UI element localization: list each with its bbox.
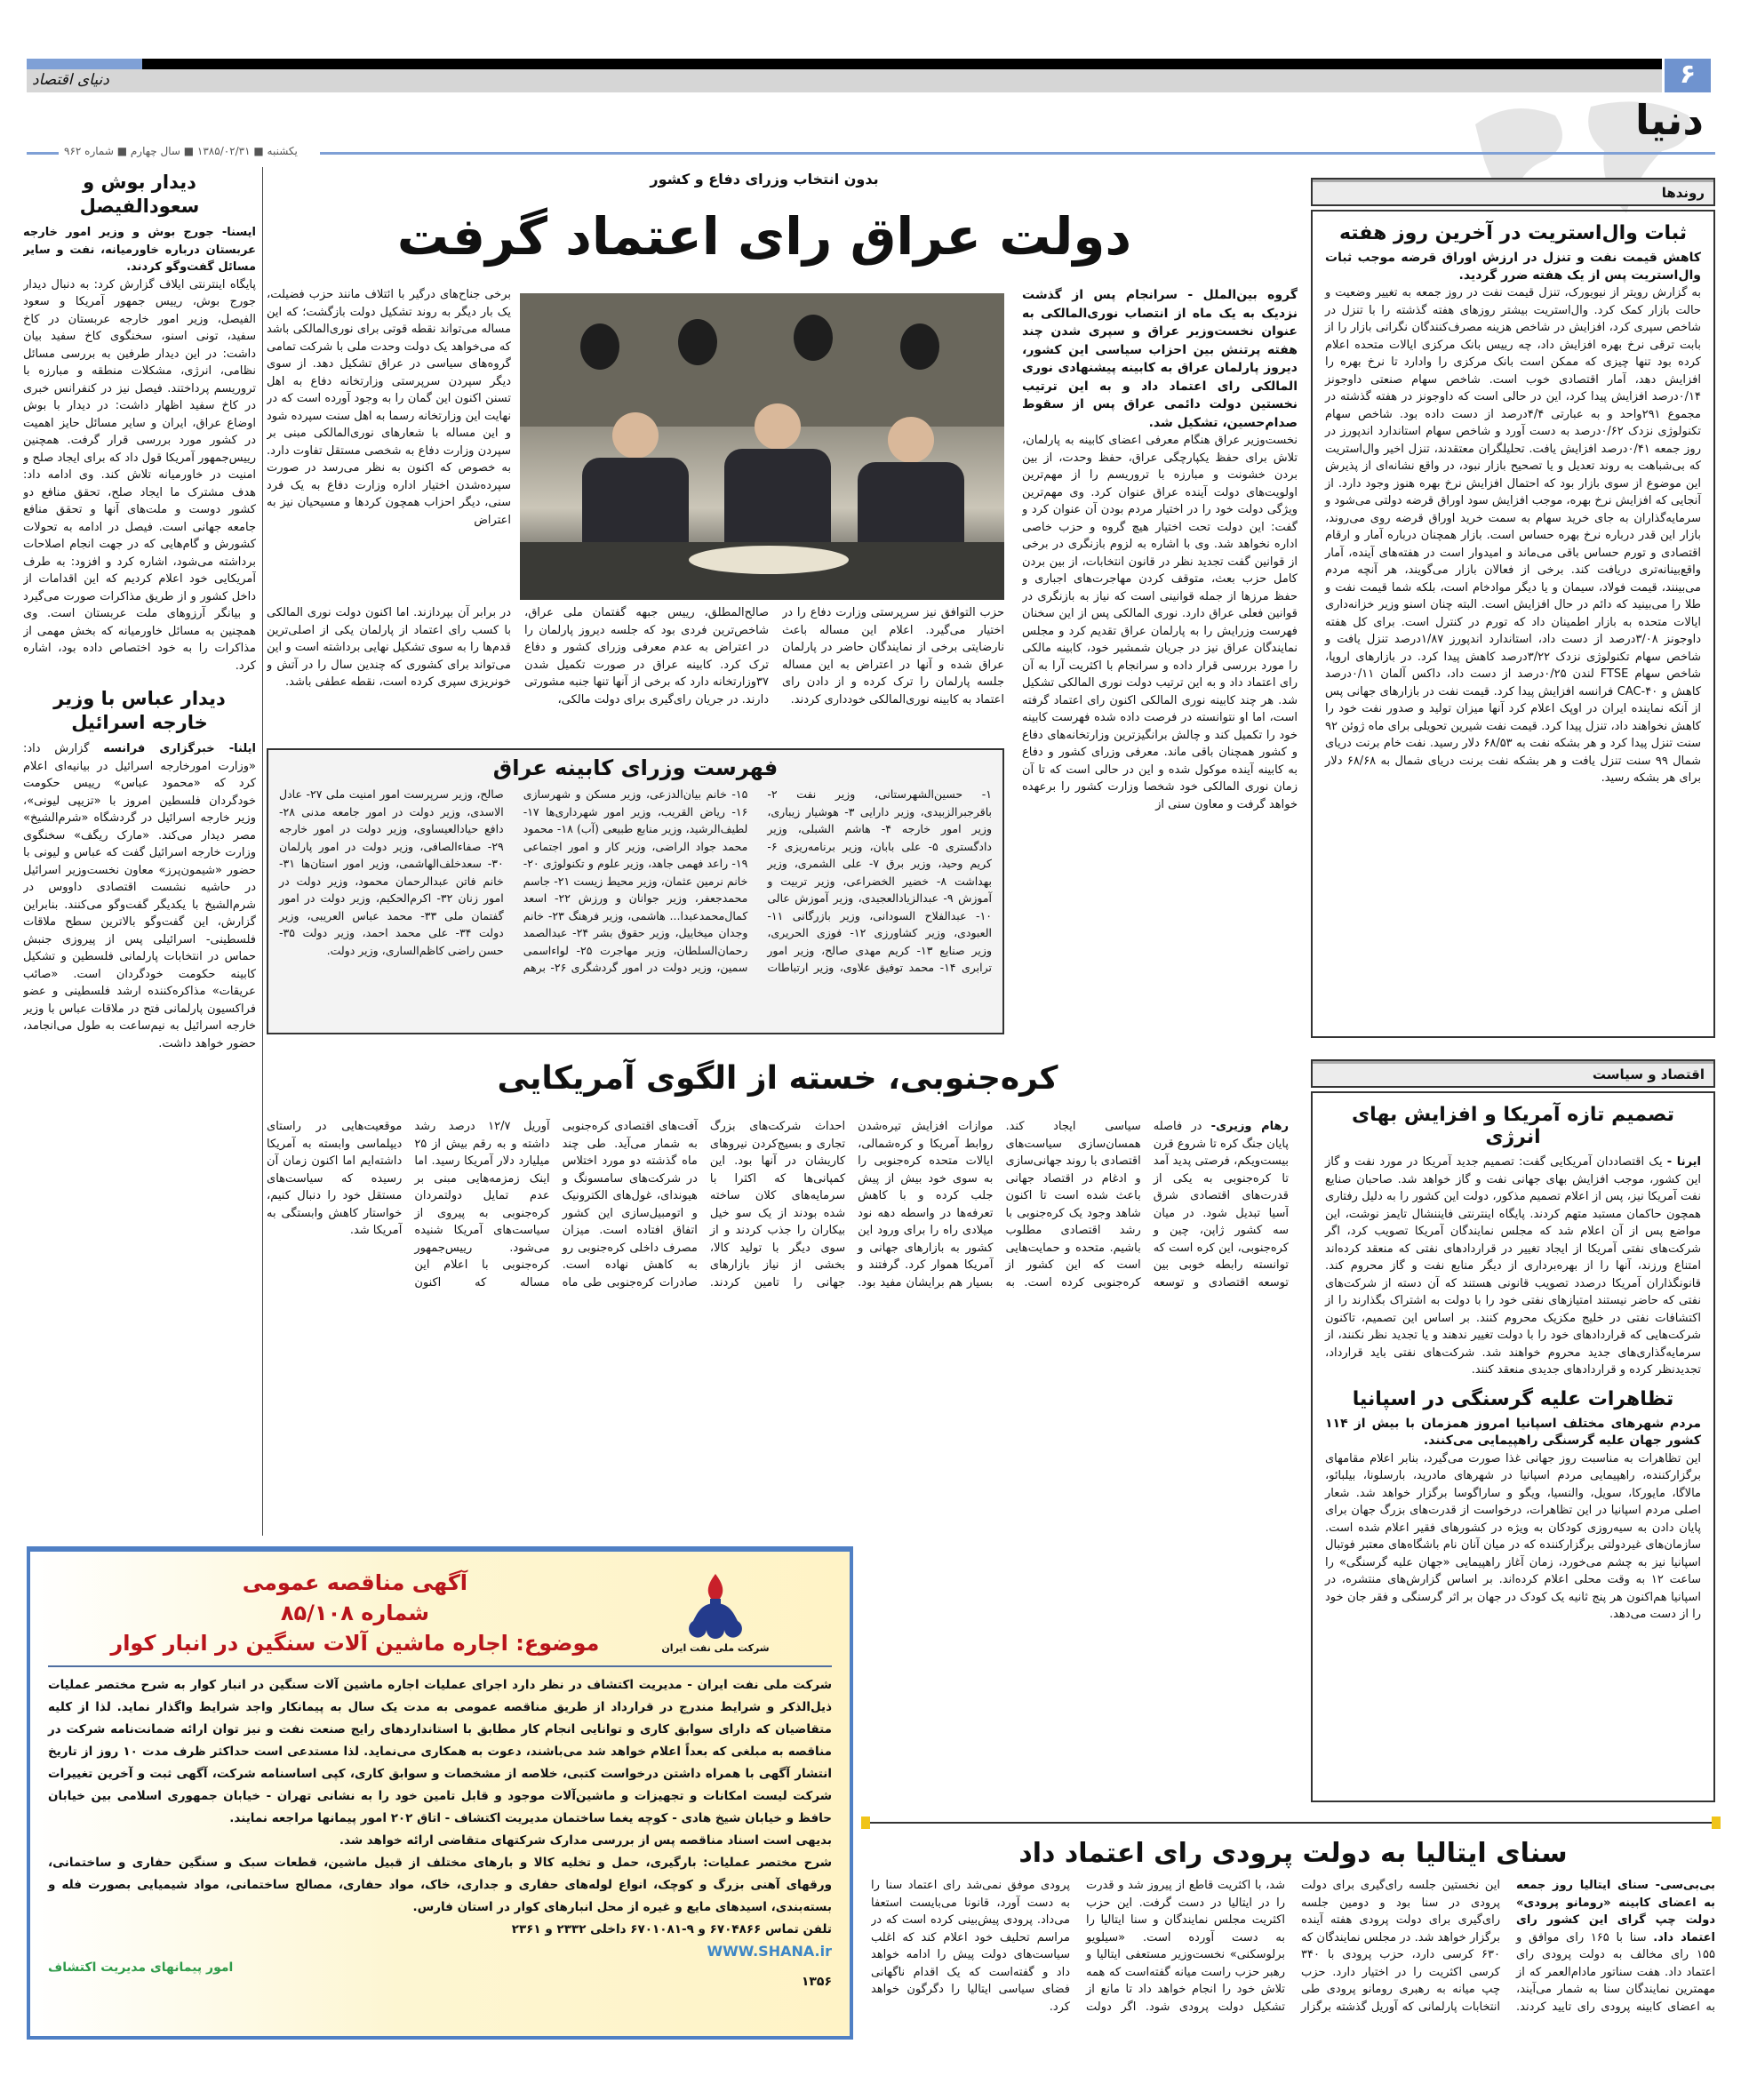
cabinet-list-box: [267, 748, 1004, 1034]
iraq-body: برخی جناح‌های درگیر با ائتلاف مانند حزب فضیلت، یک بار دیگر به روند تشکیل دولت بازگشت؛ که این مساله می‌تواند نقطه قوتی برای نوری‌المالکی باشد که می‌خواهد یک دولت وحدت ملی با شرکت تمامی گروه‌های سیاسی در عراق تشکیل دهد. از سوی دیگر سپردن سرپرستی وزارتخانه دفاع به اهل تسنن اکنون این گمان را به وجود آورده است که در نهایت این وزارتخانه رسما به اهل سنت سپرده شود و این مساله با شعارهای نوری‌المالکی مبنی بر سپردن وزارت دفاع به شخصی مستقل تفاوت دارد. به خصوص که اکنون به نظر می‌رسد در صورت سپرده‌شدن اختیار اداره وزارت دفاع به یک فرد سنی، دیگر احزاب همچون کردها و مسیحیان نیز به اعتراض: [267, 288, 511, 527]
ad-subject: موضوع: اجاره ماشین آلات سنگین در انبار کوار: [110, 1631, 600, 1656]
article-title: دیدار عباس با وزیر خارجه اسرائیل: [53, 688, 226, 733]
section-title: دنیا: [1635, 96, 1704, 144]
iraq-body: در برابر آن بپردازند. اما اکنون دولت نوری المالکی با کسب رای اعتماد از پارلمان یکی از اصلی‌ترین قدم‌ها را به سوی تشکیل نهایی برداشته است و این می‌تواند برای کشوری که چندین سال را در آتش و خونریزی سپری کرده است، نقطه عطفی باشد.: [267, 606, 511, 689]
ad-body: شرکت ملی نفت ایران - مدیریت اکتشاف در نظر دارد اجرای عملیات اجاره ماشین آلات سنگین در انبار کوار به شرح مختصر عملیات ذیل‌الذکر و شرایط مندرج در قرارداد از طریق مناقصه عمومی به مدت یک سال به پیمانکار واجد شرایط واگذار نماید. لذا از کلیه متقاضیان که دارای سوابق کاری و توانایی انجام کار مطابق با استانداردهای رایج صنعت نفت و نیز توان ارائه ضمانت‌نامه شرکت در مناقصه به مبلغی که بعداً اعلام خواهد شد می‌باشند، دعوت به همکاری می‌نماید. لذا مستدعی است حداکثر ظرف مدت ۱۰ روز از تاریخ انتشار آگهی با همراه داشتن درخواست کتبی، خلاصه از مشخصات و سوابق کاری، کپی اساسنامه شرکت، آگهی ثبت و آخرین تغییرات شرکت لیست امکانات و تجهیزات و ماشین‌آلات موجود و قابل تامین خود را به نشانی تهران - خیابان جمهوری اسلامی بین خیابان حافظ و خیابان شیخ هادی - کوچه یغما ساختمان مدیریت اکتشاف - اتاق ۲۰۲ امور پیمانها مراجعه نمایند.: [48, 1678, 832, 1825]
energy-headline: تصمیم تازه آمریکا و افزایش بهای انرژی: [1352, 1104, 1674, 1148]
italy-body: [871, 1877, 1715, 2081]
iraq-cabinet-photo: [520, 293, 1004, 600]
korea-headline: کره‌جنوبی، خسته از الگوی آمریکایی: [497, 1060, 1058, 1097]
spain-headline: تظاهرات علیه گرسنگی در اسپانیا: [1352, 1387, 1674, 1410]
korea-byline: رهام وزیری-: [1210, 1120, 1289, 1133]
left-column: [23, 167, 256, 1540]
masthead-tab: [27, 59, 142, 69]
article-body: پایگاه اینترنتی ایلاف گزارش کرد: به دنبال دیدار جورج بوش، رییس جمهور آمریکا و سعود الفیصل، وزیر امور خارجه عربستان در کاخ سفید، تونی اسنو، سخنگوی کاخ سفید بیان داشت: در این دیدار طرفین به بررسی مسائل نظامی، انرژی، مشکلات منطقه و مبارزه با تروریسم پرداختند. فیصل نیز در کنفرانس خبری در کاخ سفید اظهار داشت: در دیدار با بوش اوضاع عراق، ایران و سایر مسائل حایز اهمیت در کشور مورد بررسی قرار گرفت. همچنین رییس‌جمهور آمریکا قول داد که برای ایجاد صلح و امنیت در خاورمیانه تلاش کند. وی ادامه داد: هدف مشترک ما ایجاد صلح، تحقق منافع دو کشور دوست و ملت‌های آنها و تحقق منافع جامعه جهانی است. فیصل در ادامه به تحولات کشورش و گام‌هایی که در جهت انجام اصلاحات برداشته می‌شود، اشاره کرد و افزود: به طرف آمریکایی خود اعلام کردیم که این اقدامات از داخل کشور و از طریق مذاکرات صورت می‌گیرد و بیانگر آرزوهای ملت عربستان است. وی همچنین به مسائل خاورمیانه که بخش مهمی از مذاکرات را به خود اختصاص داده بود، اشاره کرد.: [23, 277, 256, 673]
flame-logo-icon: [680, 1572, 751, 1639]
ad-website[interactable]: WWW.SHANA.ir: [707, 1943, 832, 1960]
trends-headline: ثبات وال‌استریت در آخرین روز هفته: [1338, 222, 1688, 244]
trends-lead: کاهش قیمت نفت و تنزل در ارزش اوراق قرضه موجب ثبات وال‌استریت پس از یک هفته ضرر گردید.: [1325, 251, 1701, 283]
korea-text: در فاصله پایان جنگ کره تا شروع قرن بیست‌ویکم، فرصتی پدید آمد تا کره‌جنوبی به یکی از قدرت‌های اقتصادی شرق آسیا تبدیل شود. در میان سه کشور ژاپن، چین و کره‌جنوبی، این کره است که توانسته رابطه خوبی بین توسعه اقتصادی و توسعه سیاسی ایجاد کند. همسان‌سازی سیاست‌های اقتصادی با روند جهانی‌سازی و ادغام در اقتصاد جهانی باعث شده است تا اکنون شاهد وجود یک کره‌جنوبی با رشد اقتصادی مطلوب باشیم. متحده و حمایت‌هایی است که این کشور از کره‌جنوبی کرده است. به موازات افزایش تیره‌شدن روابط آمریکا و کره‌شمالی، ایالات متحده کره‌جنوبی را به سوی خود بیش از پیش جلب کرده و با کاهش تعرفه‌ها در واسطه دهه نود میلادی راه را برای ورود این کشور به بازارهای جهانی و آمریکا هموار کرد. گرفتند و بسیار هم برایشان مفید بود. احداث شرکت‌های بزرگ تجاری و بسیج‌کردن نیروهای کاریشان در آنها بود. این کمپانی‌ها که اکثرا با سرمایه‌های کلان ساخته شده بودند از یک سو خیل بیکاران را جذب کردند و از سوی دیگر با تولید کالا، بخشی از نیاز بازارهای جهانی را تامین کردند. آفت‌های اقتصادی کره‌جنوبی به شمار می‌آید. طی چند ماه گذشته دو مورد اختلاس در شرکت‌های سامسونگ و هیوندای، غول‌های الکترونیک و اتومبیل‌سازی این کشور اتفاق افتاده است. میزان مصرف داخلی کره‌جنوبی رو به کاهش نهاده است. صادرات کره‌جنوبی طی ماه آوریل ۱۲/۷ درصد رشد داشته و به رقم بیش از ۲۵ میلیارد دلار آمریکا رسید. اما اینک زمزمه‌هایی مبنی بر عدم تمایل دولتمردان کره‌جنوبی به پیروی از سیاست‌های آمریکا شنیده می‌شود. رییس‌جمهور کره‌جنوبی با اعلام این مساله که اکنون موقعیت‌هایی در راستای دیپلماسی وابسته به آمریکا داشته‌ایم اما اکنون زمان آن رسیده که سیاست‌های مستقل خود را دنبال کنیم، خواستار کاهش وابستگی به آمریکا شد.: [267, 1120, 1289, 1290]
newspaper-logo: دنیای اقتصاد: [32, 71, 109, 89]
tender-advertisement: [27, 1546, 853, 2040]
ad-code: ۱۳۵۶: [801, 1975, 832, 1989]
article-body: گزارش داد: «وزارت امورخارجه اسرائیل در بیانیه‌ای اعلام کرد که «محمود عباس» رییس حکومت خودگردان فلسطین امروز با «تزیپی لیونی»، وزیر خارجه اسرائیل در گردشگاه «شرم‌الشیخ» مصر دیدار می‌کند. «مارک ریگف» سخنگوی وزارت خارجه اسرائیل گفت که عباس و لیونی با حضور «شیمون‌پرز» معاون نخست‌وزیر اسرائیل در حاشیه نشست اقتصادی داووس در شرم‌الشیخ با یکدیگر گفت‌وگو می‌کنند. بنابراین گزارش، این گفت‌وگو بالاترین سطح ملاقات فلسطینی- اسرائیلی پس از پیروزی جنبش حماس در انتخابات پارلمانی فلسطین و تشکیل کابینه حکومت خودگردان است. «صائب عریقات» مذاکره‌کننده ارشد فلسطینی و عضو فراکسیون پارلمانی فتح در ملاقات عباس با وزیر خارجه اسرائیل به نیم‌ساعت به طول می‌انجامد، حضور خواهد داشت.: [23, 742, 256, 1050]
section-header-trends: روندها: [1311, 178, 1715, 206]
korea-body: [267, 1118, 1289, 1536]
issue-date: یکشنبه ■ ۱۳۸۵/۰۲/۳۱ ■ سال چهارم ■ شماره ۹۶۲: [59, 145, 303, 157]
article-lead: ایسنا- جورج بوش و وزیر امور خارجه عربستان درباره خاورمیانه، نفت و سایر مسائل گفت‌وگو کردند.: [23, 226, 256, 274]
trends-body: به گزارش رویتر از نیویورک، تنزل قیمت نفت در روز جمعه به تغییر وضعیت و حالت بازار کمک کرد. وال‌استریت بیشتر روزهای هفته گذشته را با تنزل در شاخص سپری کرد، افزایش در شاخص هزینه مصرف‌کنندگان نگرانی بازار را از بابت ترقی نرخ بهره افزایش داد، چه رییس بانک مرکزی ایالات متحده اعلام کرده بود تنها چیزی که ممکن است بانک مرکزی را وادارد تا نرخ بهره را افزایش دهد، آمار اقتصادی خوب است. شاخص سهام صنعتی داوجونز ۰/۱۴درصد افزایش پیدا کرد، این در حالی است که داوجونز در هفته گذشته در مجموع ۲۹۱واحد و به عبارتی ۴/۴درصد از دست داده بود. شاخص سهام تکنولوژی نزدک ۰/۶۲درصد به دست آورد و شاخص سهام استاندارد اندپورز در روز جمعه ۰/۴۱درصد افزایش یافت. تحلیلگران معتقدند، تنزل اخیر وال‌استریت که بی‌شباهت به روند تعدیل و یا تصحیح بازار نبود، در واقع نشانه‌ای از پذیرش این موضوع از سوی بازار بود که احتمال افزایش نرخ بهره هنوز وجود دارد. از آنجایی که افزایش نرخ بهره، موجب افزایش سود اوراق قرضه دولتی می‌شود و سرمایه‌گذاران به جای خرید سهام به سمت خرید اوراق قرضه روی می‌روند، بازار این قدر درباره نرخ بهره حساس است. بازار همچنان درباره آمار و ارقام اقتصادی و تورم حساس باقی می‌ماند و امیدوار است در هفته‌های آینده، آمار واقع‌بینانه‌تری دریافت کند. برخی از فعالان بازار می‌گویند، هر آنچه مردم می‌بینند، قیمت فولاد، سیمان و یا دیگر موادخام است، بلکه شما قیمت نفت و طلا را می‌بینید که دائم در حال افزایش است. البته چنان اسنو وزیر خزانه‌داری ایالات متحده به بازار اطمینان داد که تورم در کنترل است. برای کل هفته داوجونز ۳/۰۸درصد از دست داد، استاندارد اندپورز ۱/۸۷درصد تنزل یافت و شاخص سهام تکنولوژی نزدک ۳/۲۲درصد کاهش پیدا کرد. در بازارهای اروپا، شاخص سهام FTSE لندن ۰/۲۵درصد از دست داد، داکس آلمان ۰/۱۱درصد کاهش و CAC-۴۰ فرانسه افزایش پیدا کرد. قیمت نفت در بازارهای جهانی پس از آنکه نماینده ایران در اوپک اعلام کرد آنها میزان تولید و صدور نفت خود را کاهش نخواهند داد، تنزل پیدا کرد. قیمت نفت شیرین تحویلی برای ماه ژوئن ۹۲ سنت تنزل پیدا کرد و هر بشکه نفت به ۶۸/۵۳ دلار رسید. نفت خام برنت دریای شمال ۹۹ سنت تنزل یافت و هر بشکه نفت برنت دریای شمال به ۶۸/۶۸ دلار برای هر بشکه رسید.: [1325, 286, 1702, 785]
cabinet-list-title: فهرست وزرای کابینه عراق: [492, 755, 779, 780]
iraq-lead: گروه بین‌الملل - سرانجام پس از گذشت نزدیک به یک ماه از انتصاب نوری‌المالکی به عنوان نخست‌وزیر عراق و سپری شدن چند هفته پرتنش بین احزاب سیاسی این کشور، دیروز پارلمان عراق به کابینه پیشنهادی نوری المالکی رای اعتماد داد و به این ترتیب نخستین دولت دائمی عراق پس از سقوط صدام‌حسین، تشکیل شد.: [1022, 288, 1298, 430]
iraq-left-column: [267, 286, 511, 602]
masthead-bar: [27, 59, 1662, 69]
energy-body: یک اقتصاددان آمریکایی گفت: تصمیم جدید آمریکا در مورد نفت و گاز این کشور، موجب افزایش بهای جهانی نفت و گاز خواهد شد. صاحبان صنایع نفت آمریکا نیز، پس از اعلام تصمیم مذکور، دولت این کشور را به دلیل رفتاری همچون حاکمان مستبد متهم کردند. پایگاه اینترنتی فایننشال تایمز نوشت، این مواضع پس از آن اعلام شد که مجلس نمایندگان آمریکا تصویب کرد، اگر شرکت‌های نفتی آمریکا از ایجاد تغییر در قراردادهای نفتی که منعقد کرده‌اند امتناع ورزند، آنها را از بهره‌برداری از دیگر منابع نفت و گاز محروم کند. قانونگذاران آمریکا درصدد تصویب قانونی هستند که آن دسته از شرکت‌های نفتی که حاضر نیستند امتیازهای نفتی خود را با دولت به اشتراک بگذارند را از اکتشافات نفتی در خلیج مکزیک محروم کنند. بر اساس این تصمیم، تاکنون شرکت‌هایی که قراردادهای خود را با دولت تغییر ندهند و یا تجدید نظر نکنند، از سرمایه‌گذاری‌های جدید محروم خواهند شد. شرکت‌های نفتی باید قرارداد، تجدیدنظر کرده و قراردادهای جدیدی منعقد کنند.: [1325, 1155, 1701, 1377]
iraq-body: صالح‌المطلق، رییس جبهه گفتمان ملی عراق، شاخص‌ترین فردی بود که جلسه دیروز پارلمان را در اعتراض به عدم معرفی وزرای کشور و دفاع ترک کرد. کابینه عراق در صورت تکمیل شدن ۳۷وزارتخانه دارد که برخی از آنها تنها جنبه مشورتی دارند. در جریان رای‌گیری برای دولت مالکی،: [524, 606, 769, 707]
article-source: ایلنا- خبرگزاری فرانسه: [103, 742, 256, 755]
section-divider: [867, 1822, 1715, 1825]
company-name: شرکت ملی نفت ایران: [661, 1642, 770, 1654]
page-number: ۶: [1665, 59, 1711, 92]
section-header-econ-politics: اقتصاد و سیاست: [1311, 1059, 1715, 1088]
italy-text: سنا با ۱۶۵ رای موافق و ۱۵۵ رای مخالف به دولت پرودی رای اعتماد داد. هفت سناتور مادام‌العمر که از مهمترین نمایندگان سنا به شمار می‌آیند، به اعضای کابینه پرودی رای تایید کردند. این نخستین جلسه رای‌گیری برای دولت پرودی در سنا بود و دومین جلسه رای‌گیری برای دولت پرودی هفته آینده برگزار خواهد شد. در مجلس نمایندگان که ۶۳۰ کرسی دارد، حزب پرودی با ۳۴۰ کرسی اکثریت را در اختیار دارد. حزب چپ میانه به رهبری رومانو پرودی طی انتخابات پارلمانی که آوریل گذشته برگزار شد، با اکثریت قاطع از پیروز شد و قدرت را در ایتالیا در دست گرفت. این حزب اکثریت مجلس نمایندگان و سنا ایتالیا را به دست آورده است. «سیلویو برلوسکنی» نخست‌وزیر مستعفی ایتالیا و رهبر حزب راست میانه گفته‌است که همه تلاش خود را انجام خواهد داد تا مانع از تشکیل دولت پرودی شود. اگر دولت پرودی موفق نمی‌شد رای اعتماد سنا را به دست آورد، قانونا می‌بایست استعفا می‌داد. پرودی پیش‌بینی کرده است که در مراسم تحلیف خود اعلام کند که اغلب سیاست‌های دولت پیش را ادامه خواهد داد و گفته‌است که یک اقدام ناگهانی فضای سیاسی ایتالیا را دگرگون خواهد کرد.: [871, 1879, 1715, 2014]
iraq-body: نخست‌وزیر عراق هنگام معرفی اعضای کابینه به پارلمان، تلاش برای حفظ یکپارچگی عراق، حفظ وحدت، از بین بردن خشونت و مبارزه با تروریسم را از مهم‌ترین اولویت‌های دولت آینده عراق عنوان کرد. وی مهم‌ترین ویژگی دولت خود را در اختیار مردم بودن آن عنوان کرد و گفت: این دولت تحت اختیار هیچ گروه و حزب خاصی اداره نخواهد شد. وی با اشاره به لزوم بازنگری در برخی از قوانین گفت تجدید نظر در قانون انتخابات، از بین بردن کامل حزب بعث، متوقف کردن مهاجرت‌های اجباری و حفظ مرزها از جمله قوانینی است که نیاز به بازنگری در قوانین فعلی عراق دارد. نوری المالکی پس از این سخنان فهرست وزرایش را به پارلمان عراق تقدیم کرد و مجلس نمایندگان عراق نیز در جریان شمشیر خود، کابینه مالکی را مورد بررسی قرار داده و سرانجام با اکثریت آرا به آن رای اعتماد داد و به این ترتیب دولت نوری المالکی تشکیل شد. هر چند کابینه نوری المالکی اکنون رای اعتماد گرفته است، اما او نتوانسته در فرصت داده شده فهرست کابینه خود را تکمیل کند و چالش برانگیزترین وزارتخانه‌های دفاع و کشور همچنان باقی ماند. معرفی وزرای کشور و دفاع به کابینه آینده موکول شده و این در حالی است که تا آن زمان نوری المالکی خود شخصا وزارت کشور را برعهده خواهد گرفت و معاون سنی از: [1022, 434, 1298, 811]
ad-phone: تلفن تماس ۶۷۰۴۸۶۶ و ۹-۶۷۰۱۰۸۱ داخلی ۲۳۳۲ و ۲۳۶۱: [511, 1922, 832, 1936]
ad-number: شماره ۸۵/۱۰۸: [280, 1601, 429, 1625]
spain-lead: مردم شهرهای مختلف اسپانیا امروز همزمان با بیش از ۱۱۴ کشور جهان علیه گرسنگی راهپیمایی می‌کنند.: [1325, 1416, 1701, 1448]
iraq-body: حزب التوافق نیز سرپرستی وزارت دفاع را در اختیار می‌گیرد. اعلام این مساله باعث نارضایتی برخی از نمایندگان حاضر در پارلمان عراق شده و آنها در اعتراض به این مساله جلسه پارلمان را ترک کرده و از دادن رای اعتماد به کابینه نوری‌المالکی خودداری کردند.: [782, 606, 1004, 707]
masthead-band: [27, 69, 1662, 92]
trends-box: [1311, 210, 1715, 1038]
econ-politics-box: [1311, 1091, 1715, 1802]
column-divider: [262, 167, 263, 1536]
italy-headline: سنای ایتالیا به دولت پرودی رای اعتماد داد: [1018, 1838, 1568, 1869]
ad-signature: امور پیمانهای مدیریت اکتشاف: [48, 1960, 234, 1975]
ad-note: بدیهی است اسناد مناقصه پس از بررسی مدارک شرکتهای متقاضی ارائه خواهد شد.: [339, 1833, 832, 1848]
ad-scope: شرح مختصر عملیات: بارگیری، حمل و تخلیه کالا و بارهای مختلف از قبیل ماشین، قطعات سبک و سنگین حفاری و ساختمانی، ورقهای آهنی بزرگ و کوچک، انواع لوله‌های حفاری و جداری، خاک، مواد حفاری، مصالح ساختمانی، مواد شیمیایی بصورت فله و بسته‌بندی، اسیدهای مایع و غیره از محل انبارهای کوار در استان فارس.: [48, 1856, 832, 1914]
cabinet-list: ۱- حسین‌الشهرستانی، وزیر نفت ۲- باقرجبرالزبیدی، وزیر دارایی ۳- هوشیار زیباری، وزیر امور خارجه ۴- هاشم الشبلی، وزیر دادگستری ۵- علی بابان، وزیر برنامه‌ریزی ۶- کریم وحید، وزیر برق ۷- علی الشمری، وزیر بهداشت ۸- خضیر الخضراعی، وزیر تربیت و آموزش ۹- عبدالزیادالعجیدی، وزیر آموزش عالی ۱۰- عبدالفلاح السودانی، وزیر بازرگانی ۱۱- العبودی، وزیر کشاورزی ۱۲- فوزی الحریری، وزیر صنایع ۱۳- کریم مهدی صالح، وزیر امور ترابری ۱۴- محمد توفیق علاوی، وزیر ارتباطات ۱۵- خانم بیان‌الدزعی، وزیر مسکن و شهرسازی ۱۶- ریاض القریب، وزیر امور شهرداری‌ها ۱۷- لطیف‌الرشید، وزیر منابع طبیعی (آب) ۱۸- محمود محمد جواد الراضی، وزیر کار و امور اجتماعی ۱۹- راعد فهمی جاهد، وزیر علوم و تکنولوژی ۲۰- خانم نرمین عثمان، وزیر محیط زیست ۲۱- جاسم محمدجعفر، وزیر جوانان و ورزش ۲۲- اسعد کمال‌محمدعبدا... هاشمی، وزیر فرهنگ ۲۳- خانم وجدان میخاییل، وزیر حقوق بشر ۲۴- عبدالصمد رحمان‌السلطان، وزیر مهاجرت ۲۵- لواءاسمی سمین، وزیر دولت در امور گردشگری ۲۶- برهم صالح، وزیر سرپرست امور امنیت ملی ۲۷- عادل الاسدی، وزیر دولت در امور جامعه مدنی ۲۸- دافع حیادالعیساوی، وزیر دولت در امور خارجه ۲۹- صفاءالصافی، وزیر دولت در امور پارلمان ۳۰- سعدخلف‌الهاشمی، وزیر امور استان‌ها ۳۱- خانم فاتن عبدالرحمان محمود، وزیر دولت در امور زنان ۳۲- اکرم‌الحکیم، وزیر دولت در امور گفتمان ملی ۳۳- محمد عباس العریبی، وزیر دولت ۳۴- علی محمد احمد، وزیر دولت ۳۵- حسن راضی کاظم‌الساری، وزیر دولت.: [279, 787, 993, 974]
article-source: ایرنا -: [1666, 1155, 1701, 1169]
iraq-right-column: [1022, 286, 1298, 1037]
dateline: [27, 147, 1715, 159]
article-title: دیدار بوش و سعودالفیصل: [79, 172, 200, 217]
nioc-logo: [661, 1572, 769, 1654]
spain-body: این تظاهرات به مناسبت روز جهانی غذا صورت می‌گیرد، بنابر اعلام مقامهای برگزارکننده، راهپیمایی مردم اسپانیا در شهرهای مادرید، بارسلونا، بیلبائو، مالاگا، مایورکا، سویل، والنسیا، ویگو و ساراگوسا برگزار خواهد شد. شعار اصلی مردم اسپانیا در این تظاهرات، درخواست از قدرت‌های بزرگ جهان برای پایان دادن به سیه‌روزی کودکان به ویژه در کشورهای فقیر اعلام شده است. سازمان‌های غیردولتی برگزارکننده که در میان آنان نام باشگاه‌های معتبر فوتبال اسپانیا نیز به چشم می‌خورد، زمان آغاز راهپیمایی «جهان علیه گرسنگی» را ساعت ۱۲ به وقت محلی اعلام کرده‌اند. بر اساس گزارش‌های منتشره، در اسپانیا هم‌اکنون هر پنج ثانیه یک کودک در جهان بر اثر گرسنگی و فقر جان خود را از دست می‌دهد.: [1325, 1451, 1701, 1621]
iraq-kicker: بدون انتخاب وزرای دفاع و کشور: [650, 171, 879, 188]
ad-title: آگهی مناقصه عمومی: [242, 1570, 468, 1595]
iraq-headline: دولت عراق رای اعتماد گرفت: [396, 206, 1132, 267]
italy-lead: بی‌بی‌سی- سنای ایتالیا روز جمعه به اعضای کابینه «رومانو پرودی» دولت چپ گرای این کشور رای اعتماد داد.: [1516, 1879, 1715, 1944]
